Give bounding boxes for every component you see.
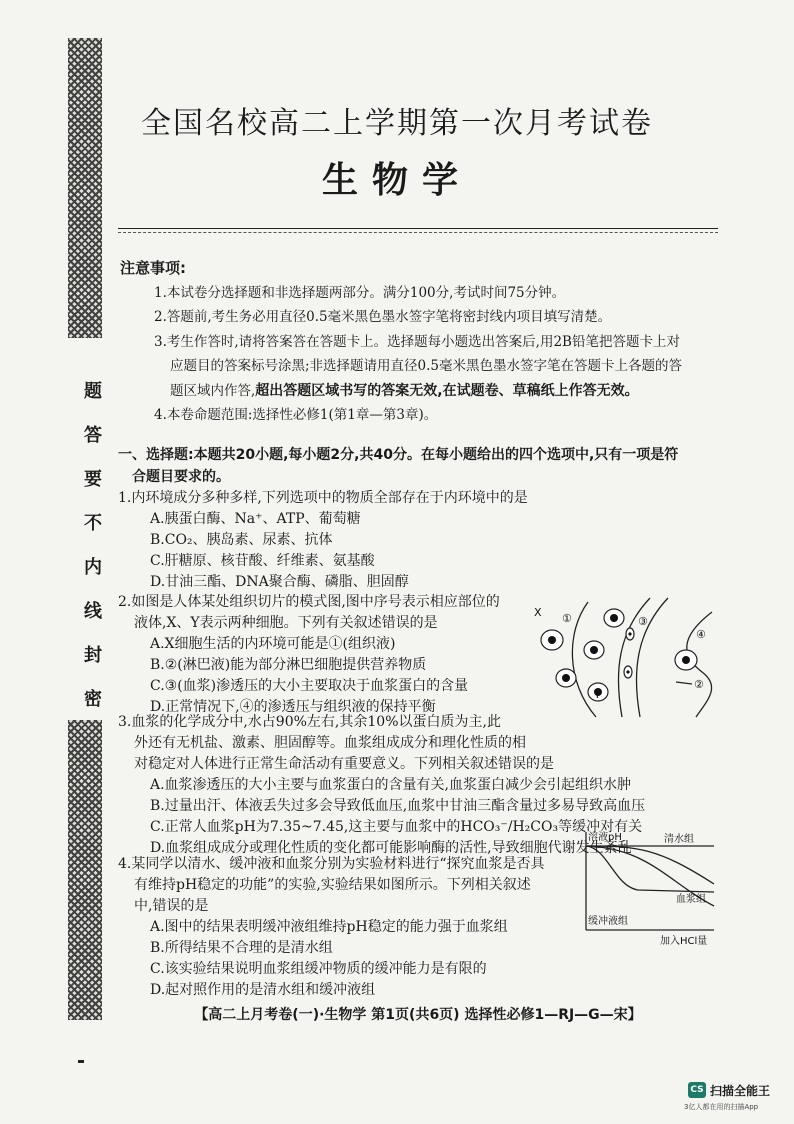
- label-3: ③: [638, 615, 648, 628]
- exam-title: 全国名校高二上学期第一次月考试卷: [141, 106, 653, 141]
- option-c: C.肝糖原、核苷酸、纤维素、氨基酸: [150, 553, 375, 569]
- label-4: ④: [696, 628, 706, 641]
- question-stem: 1.内环境成分多种多样,下列选项中的物质全部存在于内环境中的是: [118, 490, 528, 506]
- question-stem: 2.如图是人体某处组织切片的模式图,图中序号表示相应部位的: [118, 594, 500, 610]
- question-stem: 3.血浆的化学成分中,水占90%左右,其余10%以蛋白质为主,此: [118, 714, 501, 730]
- question-stem-cont: 中,错误的是: [134, 898, 209, 914]
- label-2: ②: [694, 678, 704, 691]
- notice-emphasis: 超出答题区域书写的答案无效,在试题卷、草稿纸上作答无效。: [255, 382, 639, 399]
- option-c: C.③(血浆)渗透压的大小主要取决于血浆蛋白的含量: [150, 678, 469, 694]
- option-b: B.过量出汗、体液丢失过多会导致低血压,血浆中甘油三酯含量过多易导致高血压: [150, 798, 646, 814]
- scanner-logo-icon: CS: [688, 1082, 706, 1098]
- seal-line-text: 题 答 要 不 内 线 封 密: [84, 381, 102, 710]
- page-footer: 【高二上月考卷(一)·生物学 第1页(共6页) 选择性必修1—RJ—G—宋】: [194, 1007, 642, 1023]
- option-a: A.胰蛋白酶、Na⁺、ATP、葡萄糖: [150, 511, 361, 527]
- option-d: D.血浆组成成分或理化性质的变化都可能影响酶的活性,导致细胞代谢发生紊乱: [150, 840, 632, 856]
- label-x: X: [534, 606, 542, 619]
- notice-item-3-end: 题区域内作答,超出答题区域书写的答案无效,在试题卷、草稿纸上作答无效。: [170, 382, 639, 399]
- subject-title: 生物学: [321, 160, 472, 201]
- binding-pattern-bottom: [68, 720, 102, 1020]
- option-d: D.起对照作用的是清水组和缓冲液组: [150, 982, 376, 998]
- option-b: B.②(淋巴液)能为部分淋巴细胞提供营养物质: [150, 657, 427, 673]
- question-1: [118, 488, 718, 593]
- label-1: ①: [562, 612, 572, 625]
- series-water: 清水组: [664, 834, 694, 845]
- option-a: A.图中的结果表明缓冲液组维持pH稳定的能力强于血浆组: [150, 919, 508, 935]
- ph-curve-chart: [578, 826, 718, 946]
- option-d: D.正常情况下,④的渗透压与组织液的保持平衡: [150, 699, 436, 715]
- option-b: B.所得结果不合理的是清水组: [150, 940, 333, 956]
- question-stem-cont: 外还有无机盐、激素、胆固醇等。血浆组成成分和理化性质的相: [134, 735, 526, 751]
- question-stem-cont: 液体,X、Y表示两种细胞。下列有关叙述错误的是: [134, 615, 438, 631]
- y-axis-label: 溶液pH: [588, 832, 622, 843]
- notice-item-1: 1.本试卷分选择题和非选择题两部分。满分100分,考试时间75分钟。: [154, 284, 566, 301]
- x-axis-label: 加入HCl量: [660, 936, 708, 946]
- option-c: C.正常人血浆pH为7.35~7.45,这主要与血浆中的HCO₃⁻/H₂CO₃等缓冲对有关: [150, 819, 643, 835]
- notice-item-2: 2.答题前,考生务必用直径0.5毫米黑色墨水签字笔将密封线内项目填写清楚。: [154, 309, 612, 325]
- option-c: C.该实验结果说明血浆组缓冲物质的缓冲能力是有限的: [150, 961, 487, 977]
- notice-heading: 注意事项:: [120, 259, 186, 277]
- scanner-tagline: 3亿人都在用的扫描App: [684, 1103, 759, 1111]
- question-stem: 4.某同学以清水、缓冲液和血浆分别为实验材料进行“探究血浆是否具: [118, 856, 545, 872]
- option-d: D.甘油三酯、DNA聚合酶、磷脂、胆固醇: [150, 574, 409, 590]
- question-stem-cont: 有维持pH稳定的功能”的实验,实验结果如图所示。下列相关叙述: [134, 877, 531, 893]
- scanner-app-name: 扫描全能王: [710, 1084, 771, 1098]
- label-y: Y: [594, 688, 601, 701]
- series-plasma: 血浆组: [676, 894, 706, 905]
- notice-item-3: 3.考生作答时,请将答案答在答题卡上。选择题每小题选出答案后,用2B铅笔把答题卡上对: [154, 333, 680, 350]
- notice-item-4: 4.本卷命题范围:选择性必修1(第1章—第3章)。: [154, 407, 438, 423]
- divider-dashed: [118, 232, 718, 233]
- question-2: [118, 592, 538, 718]
- section-heading: 一、选择题:本题共20小题,每小题2分,共40分。在每小题给出的四个选项中,只有一项是符 合题目要求的。: [118, 447, 679, 485]
- margin-mark: [78, 1060, 84, 1063]
- question-stem-cont: 对稳定对人体进行正常生命活动有重要意义。下列相关叙述错误的是: [134, 756, 554, 772]
- divider: [118, 228, 718, 229]
- notice-item-3-cont: 应题目的答案标号涂黑;非选择题请用直径0.5毫米黑色墨水签字笔在答题卡上各题的答: [170, 358, 683, 374]
- option-b: B.CO₂、胰岛素、尿素、抗体: [150, 532, 333, 548]
- notice-block: [120, 256, 720, 428]
- series-buffer: 缓冲液组: [588, 916, 628, 927]
- option-a: A.血浆渗透压的大小主要与血浆蛋白的含量有关,血浆蛋白减少会引起组织水肿: [150, 777, 632, 793]
- option-a: A.X细胞生活的内环境可能是①(组织液): [150, 636, 396, 652]
- tissue-diagram: [526, 592, 726, 722]
